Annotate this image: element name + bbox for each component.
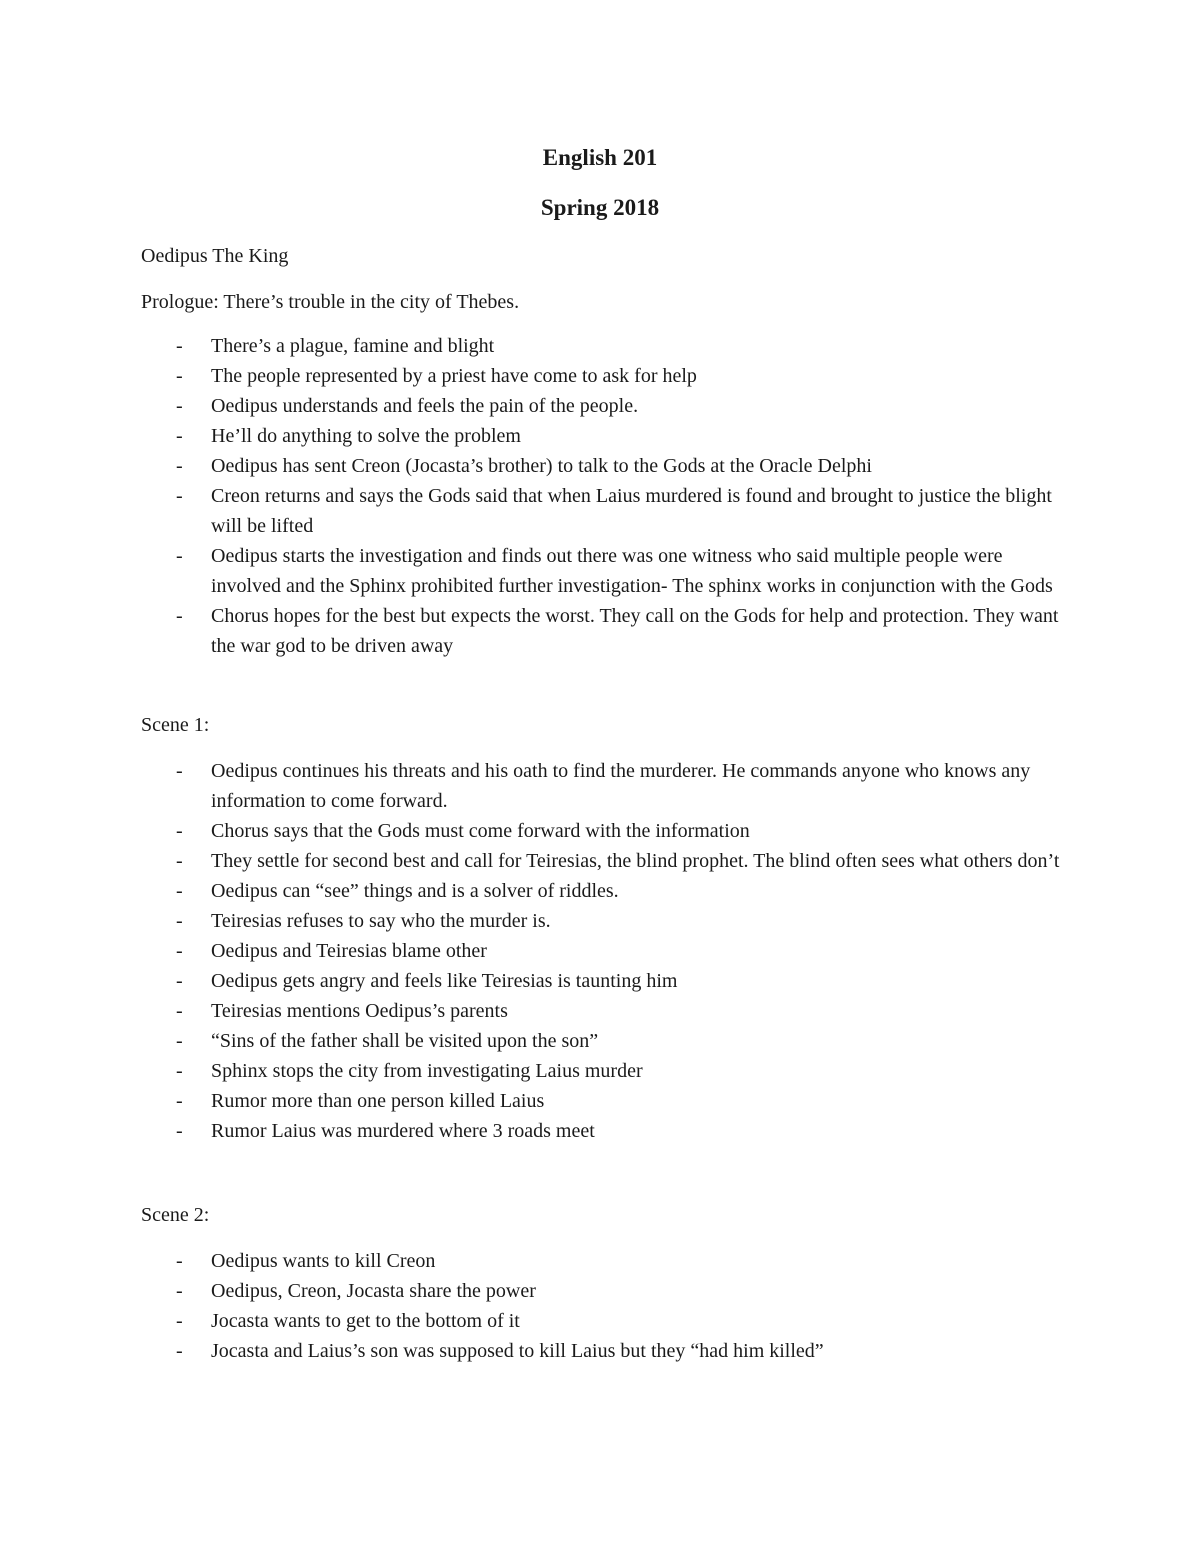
list-item bbox=[0, 1246, 1200, 1276]
prologue-list bbox=[0, 331, 1200, 661]
list-item-text: The people represented by a priest have come to ask for help bbox=[211, 365, 697, 387]
bullet-dash: - bbox=[176, 1030, 183, 1052]
bullet-dash: - bbox=[176, 605, 183, 627]
list-item-text: They settle for second best and call for Teiresias, the blind prophet. The blind often sees what others don’t bbox=[211, 850, 1060, 872]
list-item-text: Oedipus, Creon, Jocasta share the power bbox=[211, 1280, 536, 1302]
bullet-dash: - bbox=[176, 970, 183, 992]
list-item bbox=[0, 876, 1200, 906]
list-item-text: Rumor more than one person killed Laius bbox=[211, 1090, 545, 1112]
bullet-dash: - bbox=[176, 1250, 183, 1272]
bullet-dash: - bbox=[176, 1120, 183, 1142]
list-item-text: Oedipus has sent Creon (Jocasta’s brother) to talk to the Gods at the Oracle Delphi bbox=[211, 455, 872, 477]
scene1-heading: Scene 1: bbox=[141, 714, 210, 736]
term-title: Spring 2018 bbox=[540, 195, 660, 220]
list-item-text: Oedipus wants to kill Creon bbox=[211, 1250, 436, 1272]
list-item-text: Jocasta wants to get to the bottom of it bbox=[211, 1310, 520, 1332]
list-item-text: Chorus hopes for the best but expects the worst. They call on the Gods for help and protection. They want the war god to be driven away bbox=[211, 605, 1059, 657]
list-item bbox=[0, 1306, 1200, 1336]
list-item bbox=[0, 966, 1200, 996]
scene1-list bbox=[0, 756, 1200, 1146]
bullet-dash: - bbox=[176, 850, 183, 872]
list-item-text: Oedipus starts the investigation and finds out there was one witness who said multiple people were involved and the Sphinx prohibited further investigation- The sphinx works in conjunction with the Gods bbox=[211, 545, 1053, 597]
list-item bbox=[0, 816, 1200, 846]
bullet-dash: - bbox=[176, 820, 183, 842]
bullet-dash: - bbox=[176, 1090, 183, 1112]
list-item bbox=[0, 1276, 1200, 1306]
bullet-dash: - bbox=[176, 485, 183, 507]
list-item bbox=[0, 451, 1200, 481]
list-item bbox=[0, 541, 1200, 601]
bullet-dash: - bbox=[176, 335, 183, 357]
list-item bbox=[0, 331, 1200, 361]
list-item-text: Teiresias refuses to say who the murder is. bbox=[211, 910, 551, 932]
prologue-heading: Prologue: There’s trouble in the city of Thebes. bbox=[141, 291, 520, 313]
list-item bbox=[0, 1336, 1200, 1366]
list-item-text: Oedipus can “see” things and is a solver of riddles. bbox=[211, 880, 619, 902]
bullet-dash: - bbox=[176, 880, 183, 902]
list-item bbox=[0, 906, 1200, 936]
bullet-dash: - bbox=[176, 760, 183, 782]
list-item bbox=[0, 936, 1200, 966]
list-item bbox=[0, 996, 1200, 1026]
bullet-dash: - bbox=[176, 1000, 183, 1022]
list-item-text: Oedipus understands and feels the pain of the people. bbox=[211, 395, 639, 417]
list-item bbox=[0, 1116, 1200, 1146]
list-item bbox=[0, 1026, 1200, 1056]
list-item bbox=[0, 1086, 1200, 1116]
list-item bbox=[0, 421, 1200, 451]
bullet-dash: - bbox=[176, 545, 183, 567]
list-item-text: He’ll do anything to solve the problem bbox=[211, 425, 521, 447]
list-item bbox=[0, 846, 1200, 876]
list-item-text: Oedipus gets angry and feels like Teiresias is taunting him bbox=[211, 970, 678, 992]
bullet-dash: - bbox=[176, 425, 183, 447]
list-item-text: Creon returns and says the Gods said that when Laius murdered is found and brought to justice the blight will be lifted bbox=[211, 485, 1052, 537]
list-item-text: There’s a plague, famine and blight bbox=[211, 335, 495, 357]
bullet-dash: - bbox=[176, 395, 183, 417]
bullet-dash: - bbox=[176, 1060, 183, 1082]
list-item-text: Rumor Laius was murdered where 3 roads meet bbox=[211, 1120, 595, 1142]
list-item bbox=[0, 481, 1200, 541]
list-item-text: Sphinx stops the city from investigating Laius murder bbox=[211, 1060, 643, 1082]
list-item-text: Oedipus and Teiresias blame other bbox=[211, 940, 487, 962]
bullet-dash: - bbox=[176, 365, 183, 387]
list-item-text: Chorus says that the Gods must come forward with the information bbox=[211, 820, 750, 842]
list-item-text: “Sins of the father shall be visited upon the son” bbox=[211, 1030, 599, 1052]
list-item-text: Oedipus continues his threats and his oath to find the murderer. He commands anyone who knows any information to come forward. bbox=[211, 760, 1031, 812]
document-title: Oedipus The King bbox=[141, 245, 289, 267]
bullet-dash: - bbox=[176, 910, 183, 932]
bullet-dash: - bbox=[176, 940, 183, 962]
list-item bbox=[0, 361, 1200, 391]
list-item bbox=[0, 756, 1200, 816]
scene2-heading: Scene 2: bbox=[141, 1204, 210, 1226]
bullet-dash: - bbox=[176, 455, 183, 477]
bullet-dash: - bbox=[176, 1280, 183, 1302]
bullet-dash: - bbox=[176, 1340, 183, 1362]
bullet-dash: - bbox=[176, 1310, 183, 1332]
list-item-text: Jocasta and Laius’s son was supposed to kill Laius but they “had him killed” bbox=[211, 1340, 824, 1362]
scene2-list bbox=[0, 1246, 1200, 1366]
list-item bbox=[0, 391, 1200, 421]
list-item-text: Teiresias mentions Oedipus’s parents bbox=[211, 1000, 508, 1022]
course-title: English 201 bbox=[542, 145, 658, 170]
list-item bbox=[0, 601, 1200, 661]
list-item bbox=[0, 1056, 1200, 1086]
